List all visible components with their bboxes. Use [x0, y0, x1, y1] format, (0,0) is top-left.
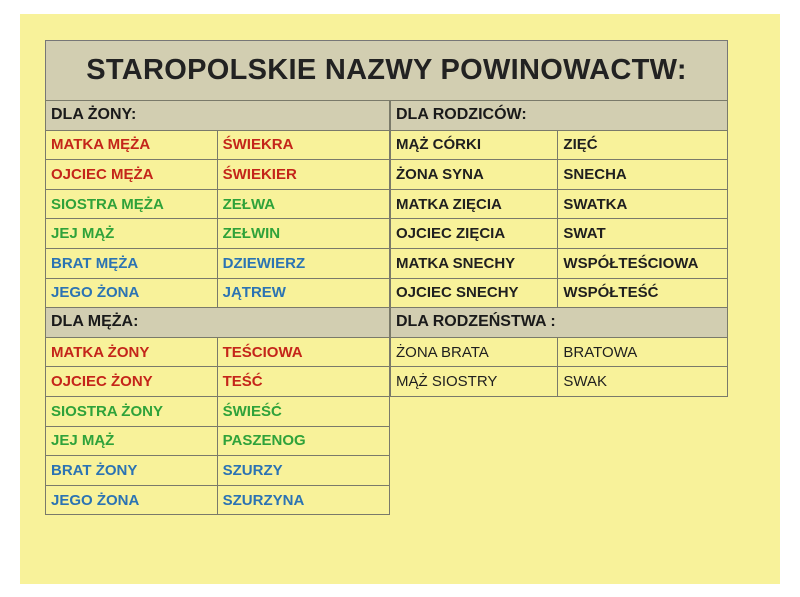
- table-row: [46, 160, 390, 190]
- table-row: [46, 130, 390, 160]
- section-header-dla-zony: DLA ŻONY:: [46, 101, 390, 131]
- table-row: [391, 219, 728, 249]
- table-for-wife-husband: [45, 100, 390, 515]
- relation-cell: OJCIEC ŻONY: [46, 367, 218, 397]
- term-cell: TEŚĆ: [217, 367, 389, 397]
- section-header-dla-rodzenstwa: DLA RODZEŃSTWA :: [391, 308, 728, 338]
- relation-cell: OJCIEC ZIĘCIA: [391, 219, 558, 249]
- term-cell: ZEŁWA: [217, 189, 389, 219]
- table-row: [391, 130, 728, 160]
- relation-cell: SIOSTRA MĘŻA: [46, 189, 218, 219]
- term-cell: BRATOWA: [558, 337, 728, 367]
- table-row: [391, 248, 728, 278]
- term-cell: SWAT: [558, 219, 728, 249]
- page-title: STAROPOLSKIE NAZWY POWINOWACTW:: [45, 40, 728, 101]
- table-row: [46, 485, 390, 515]
- relation-cell: OJCIEC SNECHY: [391, 278, 558, 308]
- relation-cell: MATKA ŻONY: [46, 337, 218, 367]
- term-cell: ŚWIEŚĆ: [217, 396, 389, 426]
- term-cell: SZURZYNA: [217, 485, 389, 515]
- section-header-row: [46, 101, 390, 131]
- relation-cell: MĄŻ CÓRKI: [391, 130, 558, 160]
- relation-cell: MĄŻ SIOSTRY: [391, 367, 558, 397]
- term-cell: WSPÓŁTEŚĆ: [558, 278, 728, 308]
- term-cell: SWATKA: [558, 189, 728, 219]
- relation-cell: SIOSTRA ŻONY: [46, 396, 218, 426]
- term-cell: TEŚCIOWA: [217, 337, 389, 367]
- table-row: [391, 160, 728, 190]
- term-cell: ŚWIEKIER: [217, 160, 389, 190]
- relation-cell: MATKA MĘŻA: [46, 130, 218, 160]
- table-row: [46, 189, 390, 219]
- relation-cell: BRAT ŻONY: [46, 456, 218, 486]
- table-row: [46, 248, 390, 278]
- term-cell: DZIEWIERZ: [217, 248, 389, 278]
- table-row: [391, 189, 728, 219]
- relation-cell: JEJ MĄŻ: [46, 219, 218, 249]
- relation-cell: JEGO ŻONA: [46, 485, 218, 515]
- relation-cell: OJCIEC MĘŻA: [46, 160, 218, 190]
- section-header-row: [391, 101, 728, 131]
- relation-cell: ŻONA SYNA: [391, 160, 558, 190]
- section-header-row: [391, 308, 728, 338]
- section-header-dla-meza: DLA MĘŻA:: [46, 308, 390, 338]
- relation-cell: ŻONA BRATA: [391, 337, 558, 367]
- table-row: [391, 337, 728, 367]
- term-cell: ŚWIEKRA: [217, 130, 389, 160]
- relation-cell: MATKA SNECHY: [391, 248, 558, 278]
- table-row: [46, 278, 390, 308]
- table-row: [46, 396, 390, 426]
- relation-cell: MATKA ZIĘCIA: [391, 189, 558, 219]
- relation-cell: BRAT MĘŻA: [46, 248, 218, 278]
- section-header-row: [46, 308, 390, 338]
- term-cell: SWAK: [558, 367, 728, 397]
- section-header-dla-rodzicow: DLA RODZICÓW:: [391, 101, 728, 131]
- table-row: [46, 367, 390, 397]
- table-for-parents-siblings: [390, 100, 728, 397]
- term-cell: PASZENOG: [217, 426, 389, 456]
- term-cell: ZEŁWIN: [217, 219, 389, 249]
- term-cell: ZIĘĆ: [558, 130, 728, 160]
- term-cell: SNECHA: [558, 160, 728, 190]
- relation-cell: JEGO ŻONA: [46, 278, 218, 308]
- term-cell: SZURZY: [217, 456, 389, 486]
- term-cell: WSPÓŁTEŚCIOWA: [558, 248, 728, 278]
- table-row: [46, 426, 390, 456]
- table-row: [46, 456, 390, 486]
- table-row: [46, 337, 390, 367]
- relation-cell: JEJ MĄŻ: [46, 426, 218, 456]
- term-cell: JĄTREW: [217, 278, 389, 308]
- table-row: [46, 219, 390, 249]
- table-row: [391, 367, 728, 397]
- table-row: [391, 278, 728, 308]
